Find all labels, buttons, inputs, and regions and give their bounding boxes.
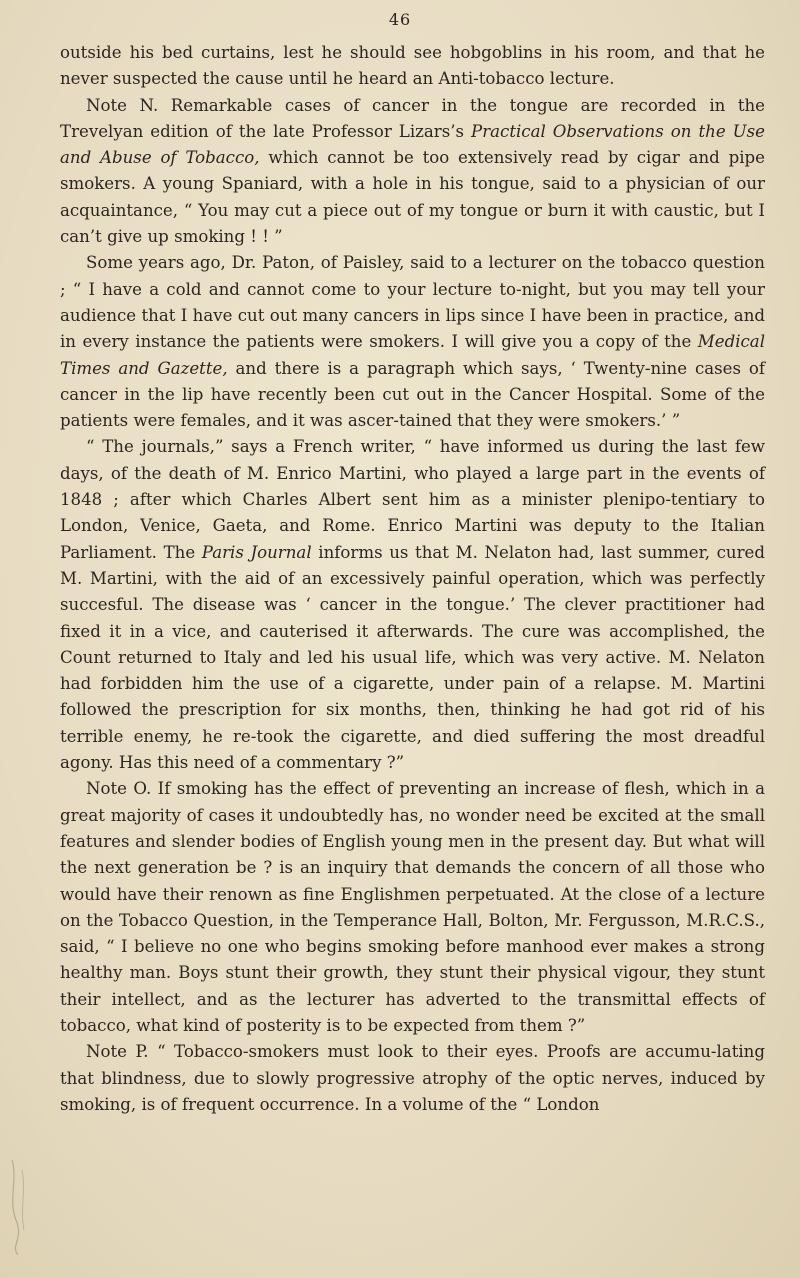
paragraph-paton (60, 250, 765, 434)
page-number: 46 (388, 10, 412, 29)
italic-title: Medical Times and Gazette, (60, 332, 765, 378)
text-run: “ The journals,” says a French writer, “ have informed us during the last few days, of the death of M. Enrico Martini, who played a large part in the events of 1848 ; after which Charles Albert sent him as a minister plenipo-tentiary to London, Venice, Gaeta, and Rome. Enrico Martini was deputy to the Italian Parliament. The (60, 437, 765, 562)
text-run: Note N. Remarkable cases of cancer in the tongue are recorded in the Trevelyan edition of the late Professor Lizars’s (60, 95, 765, 141)
paragraph-note-o (60, 776, 765, 1039)
body-text (60, 40, 765, 1118)
text-run: Note O. If smoking has the effect of preventing an increase of flesh, which in a great majority of cases it undoubtedly has, no wonder need be excited at the small features and slender bodies of English young men in the present day. But what will the next generation be ? is an inquiry that demands the concern of all those who would have their renown as fine Englishmen perpetuated. At the close of a lecture on the Tobacco Question, in the Temperance Hall, Bolton, Mr. Fergusson, M.R.C.S., said, “ I believe no one who begins smoking before manhood ever makes a strong healthy man. Boys stunt their growth, they stunt their physical vigour, they stunt their intellect, and as the lecturer has adverted to the transmittal effects of tobacco, what kind of posterity is to be expected from them ?” (60, 779, 765, 1035)
text-run: Some years ago, Dr. Paton, of Paisley, said to a lecturer on the tobacco question ; “ I have a cold and cannot come to your lecture to-night, but you may tell your audience that I have cut out many cancers in lips since I have been in practice, and in every instance the patients were smokers. I will give you a copy of the (60, 253, 765, 352)
italic-title: Practical Observations on the Use and Abuse of Tobacco, (60, 121, 765, 168)
paragraph-martini (60, 434, 765, 776)
paragraph-note-n (60, 93, 765, 251)
text-run: informs us that M. Nelaton had, last summer, cured M. Martini, with the aid of an excessively painful operation, which was perfectly succesful. The disease was ‘ cancer in the tongue.’ The clever practitioner had fixed it in a vice, and cauterised it afterwards. The cure was accomplished, the Count returned to Italy and led his usual life, which was very active. M. Nelaton had forbidden him the use of a cigarette, under pain of a relapse. M. Martini followed the prescription for six months, then, thinking he had got rid of his terrible enemy, he re-took the cigarette, and died suffering the most dreadful agony. Has this need of a commentary ?” (60, 542, 765, 773)
text-run: and there is a paragraph which says, ‘ Twenty-nine cases of cancer in the lip have recently been cut out in the Cancer Hospital. Some of the patients were females, and it was ascer-tained that they were smokers.’ ” (60, 358, 766, 431)
text-run: which cannot be too extensively read by cigar and pipe smokers. A young Spaniard, with a hole in his tongue, said to a physician of our acquaintance, “ You may cut a piece out of my tongue or burn it with caustic, but I can’t give up smoking ! ! ” (60, 148, 765, 247)
margin-smudge-icon (4, 1150, 34, 1260)
italic-title: Paris Journal (201, 542, 312, 562)
paragraph-continuation (60, 40, 765, 93)
text-run: Note P. “ Tobacco-smokers must look to their eyes. Proofs are accumu-lating that blindness, due to slowly progressive atrophy of the optic nerves, induced by smoking, is of frequent occurrence. In a volume of the “ London (60, 1042, 765, 1114)
text-run: outside his bed curtains, lest he should see hobgoblins in his room, and that he never suspected the cause until he heard an Anti-tobacco lecture. (60, 43, 765, 89)
paragraph-note-p (60, 1039, 765, 1118)
